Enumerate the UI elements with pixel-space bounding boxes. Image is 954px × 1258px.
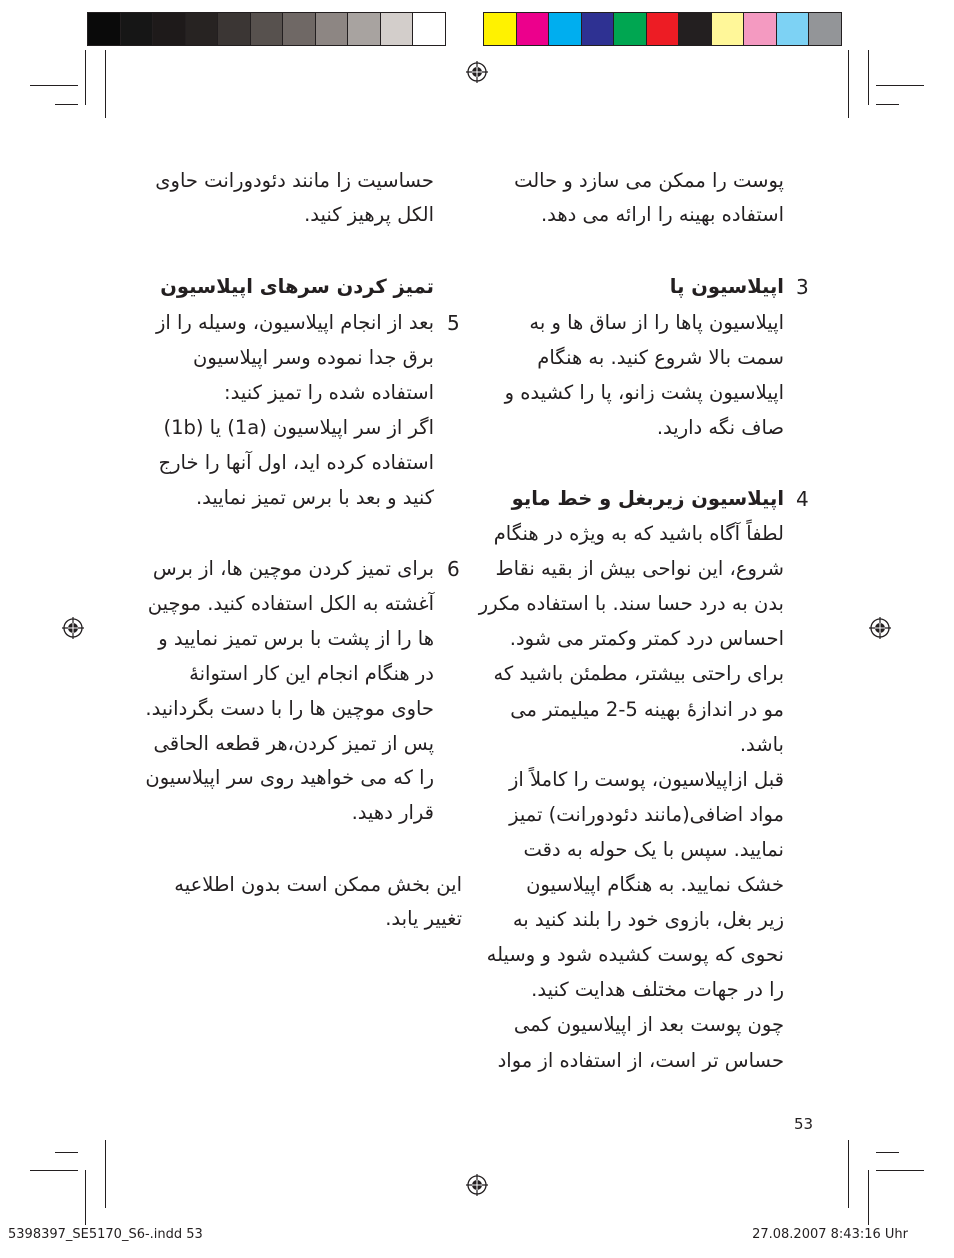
text-line: نمایید. سپس با یک حوله به دقت <box>523 837 784 861</box>
text-line: حاوی موچین ها را با دست بگردانید. <box>145 696 434 720</box>
text-line: باشد. <box>739 732 784 756</box>
text-line: اگر از سر اپیلاسیون (1a) یا (1b) <box>163 416 434 439</box>
crop-mark <box>85 50 86 105</box>
section-heading: تمیز کردن سرهای اپیلاسیون <box>160 275 434 298</box>
text-line: سمت بالا شروع کنید. به هنگام <box>537 346 784 369</box>
notice-line: تغییر یابد. <box>385 907 462 930</box>
crop-mark <box>876 1152 899 1153</box>
text-line: پس از تمیز کردن،هر قطعه الحاقی <box>153 731 434 755</box>
text-line: کنید و بعد با برس تمیز نمایید. <box>195 486 434 509</box>
text-line: حساس تر است، از استفاده از مواد <box>497 1048 784 1072</box>
text-line: حساسیت زا مانند دئودورانت حاوی <box>155 169 434 192</box>
text-line: قبل ازاپیلاسیون، پوست را کاملاً از <box>508 767 784 791</box>
crop-mark <box>55 1152 78 1153</box>
crop-mark <box>105 50 106 118</box>
crop-mark <box>30 1170 78 1171</box>
text-line: چون پوست بعد از اپیلاسیون کمی <box>513 1013 784 1037</box>
color-swatch <box>380 12 414 46</box>
file-label: 5398397_SE5170_S6-.indd 53 <box>8 1227 203 1242</box>
text-line: مواد اضافی(مانند دئودورانت) تمیز <box>509 802 784 826</box>
section-number: 4 <box>796 487 809 511</box>
color-swatch <box>613 12 647 46</box>
registration-mark-icon <box>62 617 84 639</box>
text-line: شروع، این نواحی بیش از بقیه نقاط <box>495 557 784 581</box>
page-number: 53 <box>794 1115 814 1133</box>
text-line: قرار دهید. <box>351 801 434 825</box>
crop-mark <box>848 1140 849 1208</box>
text-line: را که می خواهید روی سر اپیلاسیون <box>145 766 434 790</box>
color-swatch <box>483 12 517 46</box>
text-line: زیر بغل، بازوی خود را بلند کنید به <box>512 908 784 932</box>
registration-mark-icon <box>466 61 488 83</box>
color-swatch <box>808 12 842 46</box>
registration-mark-icon <box>869 617 891 639</box>
text-line: بعد از انجام اپیلاسیون، وسیله را از <box>155 311 434 334</box>
notice-line: این بخش ممکن است بدون اطلاعیه <box>174 873 462 896</box>
crop-mark <box>868 1170 869 1225</box>
text-line: احساس درد کمتر وکمتر می شود. <box>509 627 784 651</box>
text-line: مو در اندازۀ بهینه 5-2 میلیمتر می <box>510 697 784 721</box>
color-swatch <box>250 12 284 46</box>
color-swatch <box>711 12 745 46</box>
color-swatch <box>743 12 777 46</box>
text-line: خشک نمایید. به هنگام اپیلاسیون <box>526 873 784 896</box>
registration-mark-icon <box>466 1174 488 1196</box>
crop-mark <box>30 85 78 86</box>
color-swatch <box>646 12 680 46</box>
crop-mark <box>85 1170 86 1225</box>
color-swatch <box>347 12 381 46</box>
text-line: بدن به درد حسا سند. با استفاده مکرر <box>478 592 784 616</box>
text-line: در هنگام انجام این کار استوانۀ <box>189 661 434 685</box>
color-swatch <box>776 12 810 46</box>
crop-mark <box>876 104 899 105</box>
color-swatch <box>548 12 582 46</box>
crop-mark <box>876 1170 924 1171</box>
section-number: 3 <box>796 275 809 299</box>
text-line: نحوی که پوست کشیده شود و وسیله <box>486 943 784 967</box>
color-swatch <box>185 12 219 46</box>
text-line: الکل پرهیز کنید. <box>304 203 434 226</box>
text-line: برای تمیز کردن موچین ها، از برس <box>152 557 434 580</box>
text-line: پوست را ممکن می سازد و حالت <box>514 169 784 192</box>
text-line: استفاده کرده اید، اول آنها را خارج <box>158 451 434 474</box>
color-swatch <box>315 12 349 46</box>
text-line: برق جدا نموده وسر اپیلاسیون <box>193 346 434 369</box>
color-swatch <box>678 12 712 46</box>
color-swatch <box>412 12 446 46</box>
crop-mark <box>868 50 869 105</box>
text-line: استفاده شده را تمیز کنید: <box>224 381 434 404</box>
section-heading: اپیلاسیون پا <box>669 275 784 298</box>
text-line: آغشته به الکل استفاده کنید. موچین <box>147 591 434 615</box>
text-line: را در جهات مختلف هدایت کنید. <box>531 978 784 1002</box>
text-line: لطفاً آگاه باشید که به ویژه در هنگام <box>493 522 784 545</box>
section-number: 5 <box>447 311 460 335</box>
color-swatch <box>152 12 186 46</box>
text-line: اپیلاسیون پشت زانو، پا را کشیده و <box>504 381 784 404</box>
color-swatch <box>516 12 550 46</box>
crop-mark <box>876 85 924 86</box>
color-swatch <box>87 12 121 46</box>
section-heading: اپیلاسیون زیربغل و خط مایو <box>511 487 784 510</box>
color-swatch <box>581 12 615 46</box>
text-line: استفاده بهینه را ارائه می دهد. <box>540 203 784 226</box>
section-number: 6 <box>447 557 460 581</box>
crop-mark <box>848 50 849 118</box>
timestamp: 27.08.2007 8:43:16 Uhr <box>752 1227 908 1242</box>
text-line: ها را از پشت با برس تمیز نمایید و <box>158 626 434 650</box>
color-swatch <box>120 12 154 46</box>
crop-mark <box>55 104 78 105</box>
text-line: صاف نگه دارید. <box>656 416 784 439</box>
crop-mark <box>105 1140 106 1208</box>
color-swatch <box>282 12 316 46</box>
color-swatch <box>217 12 251 46</box>
text-line: اپیلاسیون پاها را از ساق ها و به <box>529 311 784 334</box>
text-line: برای راحتی بیشتر، مطمئن باشید که <box>493 662 784 686</box>
